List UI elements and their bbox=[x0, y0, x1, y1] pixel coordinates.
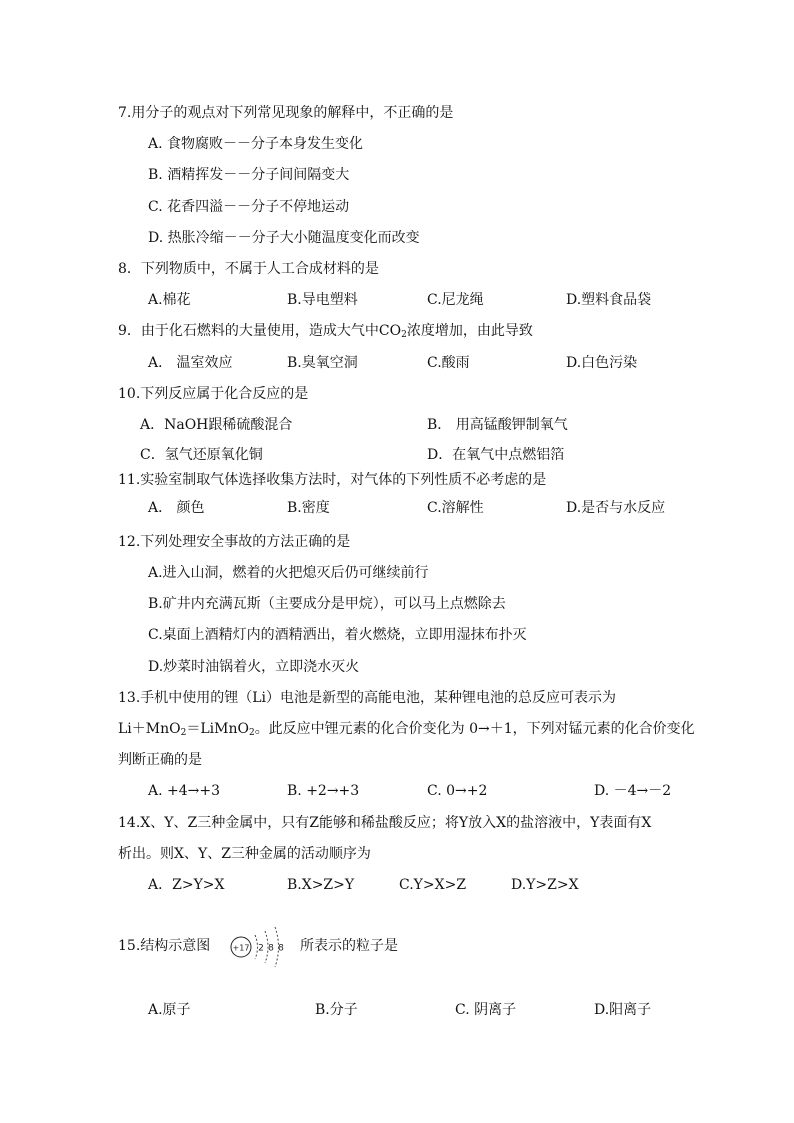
q11-stem: 11.实验室制取气体选择收集方法时，对气体的下列性质不必考虑的是 bbox=[118, 472, 547, 488]
q9-option-a: A． 温室效应 bbox=[148, 355, 233, 371]
shell-3-electrons: 8 bbox=[278, 943, 284, 954]
q9-option-b: B.臭氧空洞 bbox=[287, 355, 358, 371]
q9-co2-subscript: 2 bbox=[401, 330, 407, 340]
q9-stem-pre: 9．由于化石燃料的大量使用，造成大气中CO bbox=[118, 323, 402, 339]
q11-option-c: C.溶解性 bbox=[427, 500, 484, 516]
q12-option-d: D.炒菜时油锅着火，立即浇水灭火 bbox=[148, 659, 360, 675]
q10-option-b: B． 用高锰酸钾制氧气 bbox=[427, 417, 568, 433]
q11-option-d: D.是否与水反应 bbox=[566, 500, 666, 516]
q13-stem-line3: 判断正确的是 bbox=[118, 752, 202, 768]
q13-subscript-2: 2 bbox=[248, 728, 255, 738]
q13-stem-line2 bbox=[118, 720, 695, 742]
q12-option-a: A.进入山洞，燃着的火把熄灭后仍可继续前行 bbox=[148, 565, 429, 581]
q7-option-b: B. 酒精挥发－－分子间间隔变大 bbox=[148, 167, 350, 183]
q13-eq-part2: ＝LiMnO bbox=[186, 721, 249, 737]
q10-option-a: A．NaOH跟稀硫酸混合 bbox=[140, 417, 293, 433]
q9-option-c: C.酸雨 bbox=[427, 355, 470, 371]
q10-option-c: C．氢气还原氧化铜 bbox=[140, 447, 263, 463]
q8-option-a: A.棉花 bbox=[148, 292, 191, 308]
q13-stem-line1: 13.手机中使用的锂（Li）电池是新型的高能电池，某种锂电池的总反应可表示为 bbox=[118, 690, 617, 706]
q12-option-b: B.矿井内充满瓦斯（主要成分是甲烷），可以马上点燃除去 bbox=[148, 596, 506, 612]
q13-option-d: D. －4→－2 bbox=[594, 783, 672, 799]
q8-option-c: C.尼龙绳 bbox=[427, 292, 484, 308]
q13-eq-part1: Li＋MnO bbox=[118, 721, 181, 737]
q14-option-a: A．Z>Y>X bbox=[148, 877, 225, 893]
q7-option-c: C. 花香四溢－－分子不停地运动 bbox=[148, 199, 350, 215]
q15-option-a: A.原子 bbox=[148, 1002, 191, 1018]
q10-stem: 10.下列反应属于化合反应的是 bbox=[118, 386, 309, 402]
q13-subscript-1: 2 bbox=[180, 728, 187, 738]
q13-option-b: B. +2→+3 bbox=[287, 783, 360, 799]
q13-option-c: C. 0→+2 bbox=[427, 783, 488, 799]
q7-option-d: D. 热胀冷缩－－分子大小随温度变化而改变 bbox=[148, 230, 420, 246]
q15-option-d: D.阳离子 bbox=[594, 1002, 652, 1018]
q15-option-b: B.分子 bbox=[315, 1002, 358, 1018]
q14-option-d: D.Y>Z>X bbox=[511, 877, 579, 893]
q15-stem-post: 所表示的粒子是 bbox=[300, 938, 398, 954]
q13-option-a: A. +4→+3 bbox=[148, 783, 221, 799]
q12-option-c: C.桌面上酒精灯内的酒精洒出，着火燃烧，立即用湿抹布扑灭 bbox=[148, 627, 527, 643]
q7-stem: 7.用分子的观点对下列常见现象的解释中，不正确的是 bbox=[118, 105, 454, 121]
q9-option-d: D.白色污染 bbox=[566, 355, 638, 371]
q14-stem-line2: 析出。则X、Y、Z三种金属的活动顺序为 bbox=[118, 846, 371, 862]
q9-stem-post: 浓度增加，由此导致 bbox=[406, 323, 533, 339]
q10-option-d: D．在氧气中点燃铝箔 bbox=[427, 447, 565, 463]
q15-option-c: C. 阴离子 bbox=[455, 1002, 517, 1018]
nucleus-charge: +17 bbox=[232, 943, 250, 953]
q14-option-c: C.Y>X>Z bbox=[399, 877, 467, 893]
q14-option-b: B.X>Z>Y bbox=[287, 877, 355, 893]
shell-1-electrons: 2 bbox=[258, 943, 264, 954]
q7-option-a: A. 食物腐败－－分子本身发生变化 bbox=[148, 136, 364, 152]
q8-stem: 8．下列物质中，不属于人工合成材料的是 bbox=[118, 261, 379, 277]
q8-option-b: B.导电塑料 bbox=[287, 292, 358, 308]
electron-shell-arc bbox=[255, 935, 258, 959]
q11-option-b: B.密度 bbox=[287, 500, 330, 516]
q15-stem-pre: 15.结构示意图 bbox=[118, 938, 211, 954]
shell-2-electrons: 8 bbox=[268, 943, 274, 954]
q8-option-d: D.塑料食品袋 bbox=[566, 292, 652, 308]
q13-eq-part3: 。此反应中锂元素的化合价变化为 0→＋1，下列对锰元素的化合价变化 bbox=[254, 721, 695, 737]
q9-stem bbox=[118, 322, 533, 344]
q11-option-a: A． 颜色 bbox=[148, 500, 205, 516]
q12-stem: 12.下列处理安全事故的方法正确的是 bbox=[118, 534, 351, 550]
atom-structure-diagram bbox=[228, 925, 292, 969]
q14-stem-line1: 14.X、Y、Z三种金属中，只有Z能够和稀盐酸反应；将Y放入X的盐溶液中，Y表面有X bbox=[118, 815, 652, 831]
